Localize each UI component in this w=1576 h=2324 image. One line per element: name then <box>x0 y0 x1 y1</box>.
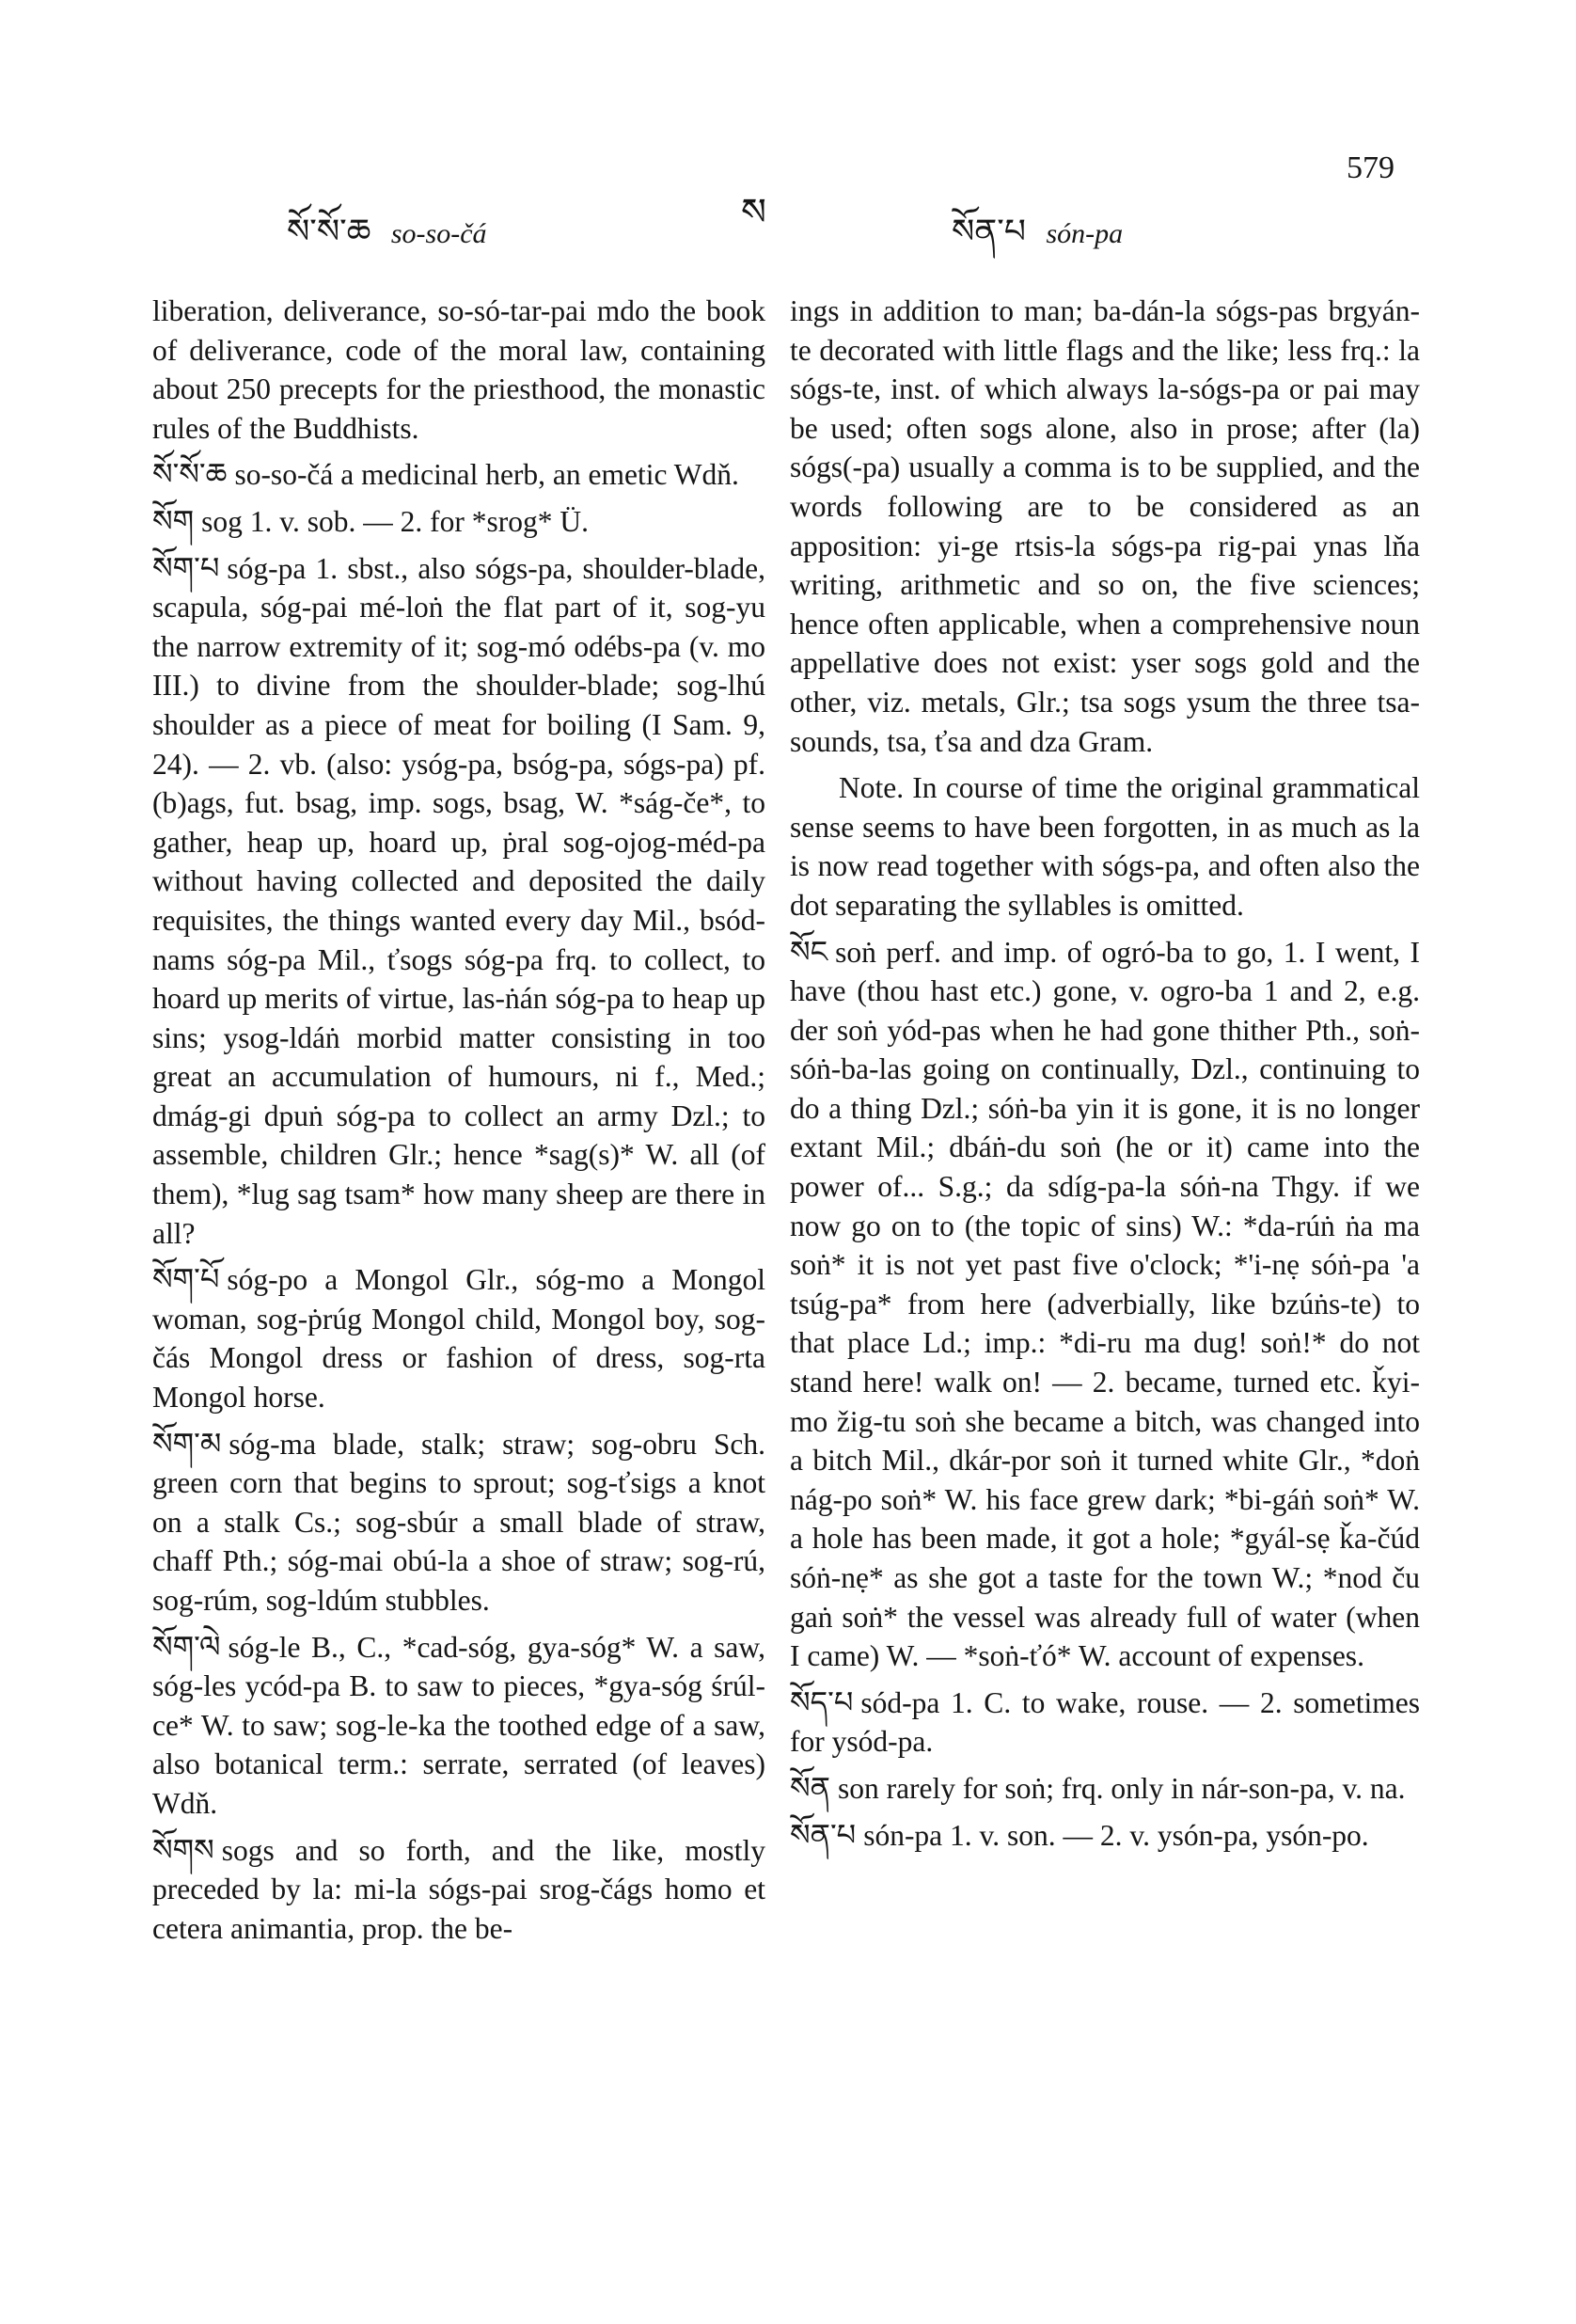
entry-text: sóg-le B., C., *cad-sóg, gya-sóg* W. a saw, sóg-les ycód-pa B. to saw to pieces, *gya-sóg śrúl-ce* W. to saw; sog-le-ka the toothed edge of a saw, also botanical term.: serrate, serrated (of leaves) Wdň. <box>152 1630 765 1820</box>
page-number: 579 <box>1347 150 1395 185</box>
dictionary-entry <box>790 1684 1420 1762</box>
entry-text: so-so-čá a medicinal herb, an emetic Wdň. <box>234 458 739 492</box>
dictionary-entry <box>790 1816 1420 1856</box>
entry-text: Note. In course of time the original grammatical sense seems to have been forgotten, in as much as la is now read together with sógs-pa, and often also the dot separating the syllables is omitted. <box>790 771 1420 922</box>
dictionary-entry <box>152 1628 765 1824</box>
dictionary-entry <box>790 292 1420 761</box>
dictionary-entry <box>152 292 765 448</box>
entry-headword-tibetan: སོག་ལེ <box>152 1628 221 1665</box>
running-header-right <box>952 193 1123 289</box>
entry-headword-tibetan: སོད་པ <box>790 1684 854 1720</box>
header-left-translit: so-so-čá <box>390 218 487 249</box>
dictionary-entry <box>790 768 1420 925</box>
dictionary-entry <box>152 1425 765 1620</box>
header-left-tibetan: སོ་སོ་ཆ <box>287 213 371 251</box>
entry-headword-tibetan: སོང <box>790 933 828 970</box>
header-right-translit: són-pa <box>1046 218 1124 249</box>
dictionary-entry <box>152 1831 765 1949</box>
entry-text: sód-pa 1. C. to wake, rouse. — 2. sometimes for ysód-pa. <box>790 1685 1420 1759</box>
entry-headword-tibetan: སོག <box>152 502 195 539</box>
entry-headword-tibetan: སོ་སོ་ཆ <box>152 456 228 493</box>
running-header-left <box>287 193 487 289</box>
entry-headword-tibetan: སོག་པ <box>152 549 220 586</box>
dictionary-entry <box>152 549 765 1254</box>
dictionary-entry <box>790 933 1420 1676</box>
entry-headword-tibetan: སོན <box>790 1769 830 1806</box>
left-column <box>152 292 765 1955</box>
dictionary-entry <box>152 455 765 495</box>
entry-headword-tibetan: སོག་མ <box>152 1425 222 1462</box>
dictionary-entry <box>152 502 765 542</box>
entry-text: sogs and so forth, and the like, mostly preceded by la: mi-la sógs-pai srog-čágs homo et cetera animantia, prop. the be- <box>152 1833 765 1945</box>
entry-text: liberation, deliverance, so-só-tar-pai mdo the book of deliverance, code of the moral law, containing about 250 precepts for the priesthood, the monastic rules of the Buddhists. <box>152 294 765 445</box>
right-column <box>790 292 1420 1862</box>
entry-headword-tibetan: སོགས <box>152 1831 214 1868</box>
entry-headword-tibetan: སོག་པོ <box>152 1261 220 1298</box>
entry-text: son rarely for soṅ; frq. only in nár-son-pa, v. na. <box>837 1771 1406 1805</box>
entry-text: sóg-ma blade, stalk; straw; sog-obru Sch. green corn that begins to sprout; sog-ťsigs a knot on a stalk Cs.; sog-sbúr a small blade of straw, chaff Pth.; sóg-mai obú-la a shoe of straw; sog-rú, sog-rúm, sog-ldúm stubbles. <box>152 1427 765 1617</box>
entry-text: són-pa 1. v. son. — 2. v. ysón-pa, ysón-po. <box>863 1818 1369 1852</box>
entry-text: sog 1. v. sob. — 2. for *srog* Ü. <box>201 504 589 538</box>
entry-text: sóg-pa 1. sbst., also sógs-pa, shoulder-blade, scapula, sóg-pai mé-loṅ the flat part of it, sog-yu the narrow extremity of it; sog-mó odébs-pa (v. mo III.) to divine from the shoulder-blade; sog-lhú shoulder as a piece of meat for boiling (I Sam. 9, 24). — 2. vb. (also: ysóg-pa, bsóg-pa, sógs-pa) pf. (b)ags, fut. bsag, imp. sogs, bsag, W. *ság-če*, to gather, heap up, hoard up, ṗral sog-ojog-méd-pa without having collected and deposited the daily requisites, the things wanted every day Mil., bsód-nams sóg-pa Mil., ťsogs sóg-pa frq. to collect, to hoard up merits of virtue, las-ṅán sóg-pa to heap up sins; ysog-ldáṅ morbid matter consisting in too great an accumulation of humours, ni f., Med.; dmág-gi dpuṅ sóg-pa to collect an army Dzl.; to assemble, children Glr.; hence *sag(s)* W. all (of them), *lug sag tsam* how many sheep are there in all? <box>152 551 765 1250</box>
dictionary-entry <box>152 1260 765 1416</box>
entry-headword-tibetan: སོན་པ <box>790 1816 857 1853</box>
entry-text: ings in addition to man; ba-dán-la sógs-pas brgyán-te decorated with little flags and the like; less frq.: la sógs-te, inst. of which always la-sógs-pa or pai may be used; often sogs alone, also in prose; after (la) sógs(-pa) usually a comma is to be supplied, and the words following are to be considered as an apposition: yi-ge rtsis-la sógs-pa rig-pai ynas lňa writing, arithmetic and so on, the five sciences; hence often applicable, when a comprehensive noun appellative does not exist: yser sogs gold and the other, viz. metals, Glr.; tsa sogs ysum the three tsa-sounds, tsa, ťsa and dza Gram. <box>790 294 1420 758</box>
running-header-center-letter: ས <box>741 191 766 234</box>
entry-text: soṅ perf. and imp. of ogró-ba to go, 1. I went, I have (thou hast etc.) gone, v. ogro-ba 1 and 2, e.g. der soṅ yód-pas when he had gone thither Pth., soṅ-sóṅ-ba-las going on continually, Dzl., continuing to do a thing Dzl.; sóṅ-ba yin it is gone, it is no longer extant Mil.; dbáṅ-du soṅ (he or it) came into the power of... S.g.; da sdíg-pa-la sóṅ-na Thgy. if we now go on to (the topic of sins) W.: *da-rúṅ ṅa ma soṅ* it is not yet past five o'clock; *'i-nẹ sóṅ-pa 'a tsúg-pa* from here (adverbially, like bzúṅs-te) to that place Ld.; imp.: *di-ru ma dug! soṅ!* do not stand here! walk on! — 2. became, turned etc. ǩyi-mo žig-tu soṅ she became a bitch, was changed into a bitch Mil., dkár-por soṅ it turned white Glr., *doṅ nág-po soṅ* W. his face grew dark; *bi-gáṅ soṅ* W. a hole has been made, it got a hole; *gyál-sẹ ǩa-čúd sóṅ-nẹ* as she got a taste for the town W.; *nod ču gaṅ soṅ* the vessel was already full of water (when I came) W. — *soṅ-ťó* W. account of expenses. <box>790 935 1420 1673</box>
entry-text: sóg-po a Mongol Glr., sóg-mo a Mongol woman, sog-ṗrúg Mongol child, Mongol boy, sog-čás Mongol dress or fashion of dress, sog-rta Mongol horse. <box>152 1263 765 1415</box>
header-right-tibetan: སོན་པ <box>952 213 1026 251</box>
dictionary-entry <box>790 1769 1420 1809</box>
